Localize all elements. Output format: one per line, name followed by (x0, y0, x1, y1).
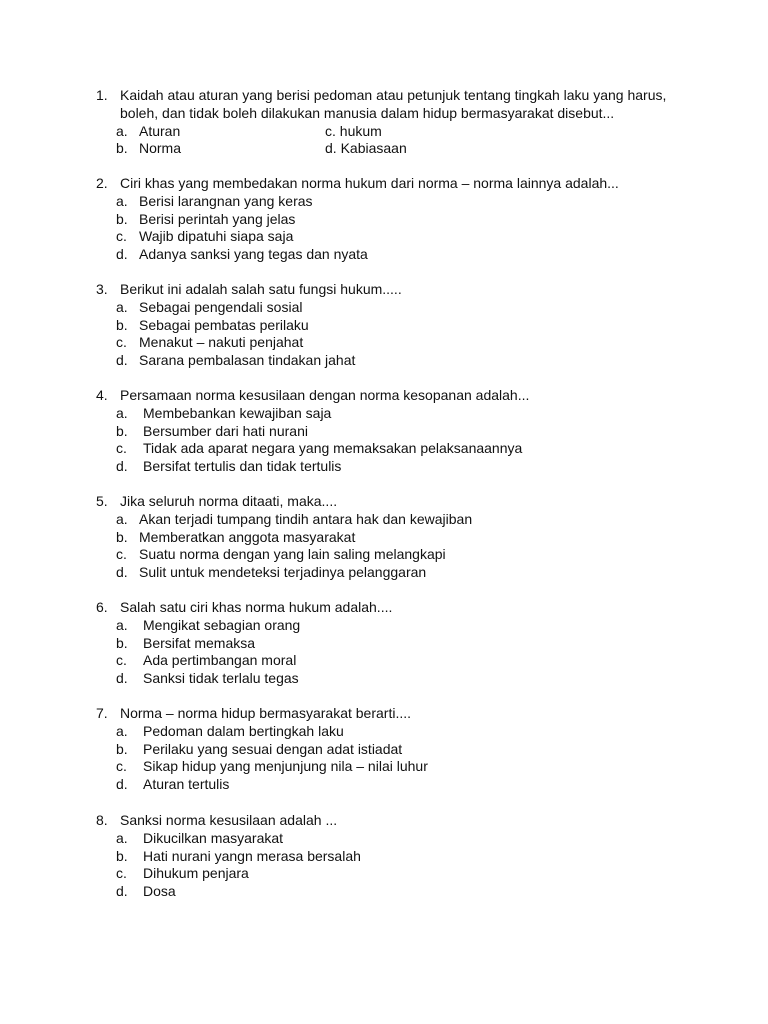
option-letter: a. (116, 404, 128, 421)
option-letter: d. (116, 246, 128, 263)
option-item (96, 564, 696, 582)
question-6 (96, 599, 696, 688)
option-text: Norma (139, 140, 182, 157)
option-item (96, 246, 696, 264)
question-7 (96, 705, 696, 794)
option-letter: c. (116, 652, 127, 669)
option-item (96, 193, 696, 211)
option-item (96, 670, 696, 688)
option-text: Bersumber dari hati nurani (143, 422, 308, 439)
option-item (96, 617, 696, 635)
option-letter: b. (116, 634, 128, 651)
option-letter: c. (325, 122, 336, 139)
option-item (96, 299, 696, 317)
question-text: Norma – norma hidup bermasyarakat berarti.... (120, 705, 412, 721)
question-number: 1. (96, 87, 108, 103)
option-letter: c. (116, 546, 127, 563)
question-number: 5. (96, 493, 108, 509)
option-text: Sebagai pembatas perilaku (139, 316, 309, 333)
option-text: Sarana pembalasan tindakan jahat (139, 352, 356, 369)
option-text: Akan terjadi tumpang tindih antara hak dan kewajiban (139, 510, 473, 527)
option-item (96, 758, 696, 776)
option-text: hukum (339, 122, 382, 139)
option-item (96, 423, 696, 441)
question-text: Jika seluruh norma ditaati, maka.... (120, 493, 338, 509)
question-5 (96, 493, 696, 582)
option-letter: c. (116, 440, 127, 457)
option-text: Bersifat memaksa (143, 634, 256, 651)
option-letter: c. (116, 334, 127, 351)
question-number: 8. (96, 812, 108, 828)
option-item (96, 723, 696, 741)
option-text: Perilaku yang sesuai dengan adat istiadat (143, 740, 403, 757)
option-letter: d. (116, 564, 128, 581)
option-letter: d. (325, 140, 337, 157)
option-text: Mengikat sebagian orang (143, 616, 301, 633)
option-item (96, 511, 696, 529)
question-number: 4. (96, 387, 108, 403)
option-text: Ada pertimbangan moral (143, 652, 297, 669)
option-text (325, 140, 407, 158)
option-text: Hati nurani yangn merasa bersalah (143, 847, 361, 864)
option-letter: a. (116, 616, 128, 633)
option-text: Menakut – nakuti penjahat (139, 334, 304, 351)
option-item (96, 848, 696, 866)
option-item (96, 440, 696, 458)
option-text: Adanya sanksi yang tegas dan nyata (139, 246, 368, 263)
option-item (96, 334, 696, 352)
option-text: Aturan (139, 122, 181, 139)
option-item (96, 865, 696, 883)
option-letter: a. (116, 192, 128, 209)
option-letter: a. (116, 298, 128, 315)
option-letter: a. (116, 122, 128, 139)
question-text: Ciri khas yang membedakan norma hukum dari norma – norma lainnya adalah... (120, 175, 619, 191)
question-text: Berikut ini adalah salah satu fungsi hukum..... (120, 281, 402, 297)
option-text: Wajib dipatuhi siapa saja (139, 228, 294, 245)
option-item (96, 776, 696, 794)
option-item (96, 228, 696, 246)
option-text: Sanksi tidak terlalu tegas (143, 670, 299, 687)
option-text: Pedoman dalam bertingkah laku (143, 722, 344, 739)
question-text: Salah satu ciri khas norma hukum adalah.... (120, 599, 393, 615)
question-number: 3. (96, 281, 108, 297)
option-text: Berisi perintah yang jelas (139, 210, 296, 227)
question-4 (96, 387, 696, 476)
option-letter: b. (116, 528, 128, 545)
option-item (96, 458, 696, 476)
option-letter: b. (116, 316, 128, 333)
option-letter: b. (116, 140, 128, 157)
option-row (96, 140, 696, 158)
option-letter: d. (116, 352, 128, 369)
option-text: Berisi larangnan yang keras (139, 192, 313, 209)
option-item (96, 741, 696, 759)
option-text: Dihukum penjara (143, 865, 249, 882)
question-text-line-1: Kaidah atau aturan yang berisi pedoman atau petunjuk tentang tingkah laku yang harus, (120, 87, 667, 103)
option-item (96, 352, 696, 370)
option-letter: d. (116, 458, 128, 475)
option-item (96, 635, 696, 653)
option-text: Sebagai pengendali sosial (139, 298, 303, 315)
option-text: Sulit untuk mendeteksi terjadinya pelanggaran (139, 564, 427, 581)
option-letter: b. (116, 847, 128, 864)
question-text: Persamaan norma kesusilaan dengan norma kesopanan adalah... (120, 387, 530, 403)
option-letter: d. (116, 883, 128, 900)
option-letter: a. (116, 722, 128, 739)
option-letter: b. (116, 740, 128, 757)
option-item (96, 830, 696, 848)
option-letter: a. (116, 829, 128, 846)
question-number: 2. (96, 175, 108, 191)
option-text (325, 123, 382, 141)
option-text: Aturan tertulis (143, 776, 230, 793)
option-text: Membebankan kewajiban saja (143, 404, 332, 421)
question-number: 7. (96, 705, 108, 721)
question-text-line-2: boleh, dan tidak boleh dilakukan manusia dalam hidup bermasyarakat disebut... (120, 104, 615, 121)
option-letter: b. (116, 422, 128, 439)
question-2 (96, 175, 696, 264)
option-letter: d. (116, 776, 128, 793)
option-text: Sikap hidup yang menjunjung nila – nilai luhur (143, 758, 428, 775)
option-item (96, 529, 696, 547)
option-text: Kabiasaan (340, 140, 407, 157)
question-3 (96, 281, 696, 370)
question-1 (96, 87, 696, 158)
question-text: Sanksi norma kesusilaan adalah ... (120, 812, 338, 828)
option-text: Dosa (143, 883, 176, 900)
option-letter: b. (116, 210, 128, 227)
option-row (96, 123, 696, 141)
question-number: 6. (96, 599, 108, 615)
option-item (96, 405, 696, 423)
option-letter: c. (116, 758, 127, 775)
question-8 (96, 812, 696, 901)
option-letter: d. (116, 670, 128, 687)
option-item (96, 546, 696, 564)
option-item (96, 652, 696, 670)
option-letter: c. (116, 228, 127, 245)
option-text: Tidak ada aparat negara yang memaksakan pelaksanaannya (143, 440, 523, 457)
option-item (96, 317, 696, 335)
option-text: Memberatkan anggota masyarakat (139, 528, 356, 545)
option-text: Bersifat tertulis dan tidak tertulis (143, 458, 342, 475)
option-text: Suatu norma dengan yang lain saling melangkapi (139, 546, 446, 563)
option-text: Dikucilkan masyarakat (143, 829, 284, 846)
option-item (96, 211, 696, 229)
option-item (96, 883, 696, 901)
option-letter: c. (116, 865, 127, 882)
option-letter: a. (116, 510, 128, 527)
